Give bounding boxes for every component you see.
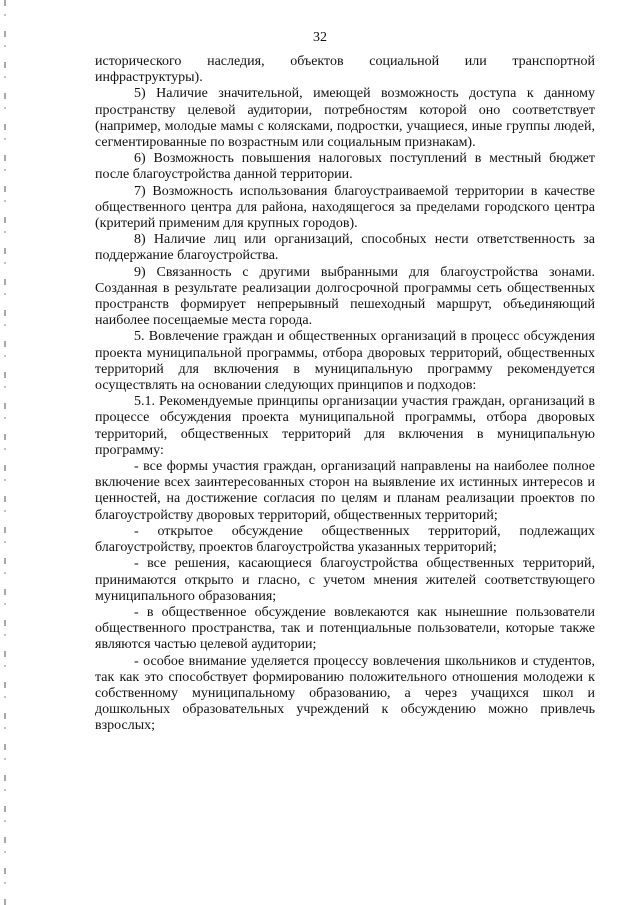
principle-item-3: - все решения, касающиеся благоустройства общественных территорий, принимаются открыто и гласно, с учетом мнения жителей соответствующего муниципального образования; [95,556,595,604]
section-5-heading: 5. Вовлечение граждан и общественных организаций в процесс обсуждения проекта муниципальной программы, отбора дворовых территорий, общественных территорий для включения в муниципальную программу рекомендуется осуществлять на основании следующих принципов и подходов: [95,329,595,394]
principle-item-5: - особое внимание уделяется процессу вовлечения школьников и студентов, так как это способствует формированию положительного отношения молодежи к собственному муниципальному образованию, а через учащихся школ и дошкольных образовательных учреждений к обсуждению можно привлечь взрослых; [95,653,595,734]
criterion-7: 7) Возможность использования благоустраиваемой территории в качестве общественного центра для района, находящегося за пределами городского центра (критерий применим для крупных городов). [95,183,595,232]
principle-item-2: - открытое обсуждение общественных территорий, подлежащих благоустройству, проектов благоустройства указанных территорий; [95,523,595,556]
document-body [95,54,595,735]
criterion-8: 8) Наличие лиц или организаций, способных нести ответственность за поддержание благоустройства. [95,232,595,264]
principle-item-4: - в общественное обсуждение вовлекаются как нынешние пользователи общественного пространства, так и потенциальные пользователи, которые также являются частью целевой аудитории; [95,604,595,653]
criterion-5: 5) Наличие значительной, имеющей возможность доступа к данному пространству целевой аудитории, потребностям которой оно соответствует (например, молодые мамы с колясками, подростки, учащиеся, иные группы людей, сегментированные по возрастным или социальным признакам). [95,86,595,151]
page-number: 32 [313,30,327,45]
principle-item-1: - все формы участия граждан, организаций направлены на наиболее полное включение всех заинтересованных сторон на выявление их истинных интересов и ценностей, на достижение согласия по целям и планам реализации проектов по благоустройству дворовых территорий, общественных территорий; [95,459,595,523]
criterion-6: 6) Возможность повышения налоговых поступлений в местный бюджет после благоустройства данной территории. [95,151,595,183]
scan-edge-marks [4,0,6,905]
paragraph-continuation: исторического наследия, объектов социальной или транспортной инфраструктуры). [95,54,595,86]
section-5-1: 5.1. Рекомендуемые принципы организации участия граждан, организаций в процессе обсуждения проекта муниципальной программы, отбора дворовых территорий, общественных территорий для включения в муниципальную программу: [95,394,595,458]
criterion-9: 9) Связанность с другими выбранными для благоустройства зонами. Созданная в результате реализации долгосрочной программы сеть общественных пространств формирует непрерывный пешеходный маршрут, объединяющий наиболее посещаемые места города. [95,264,595,329]
